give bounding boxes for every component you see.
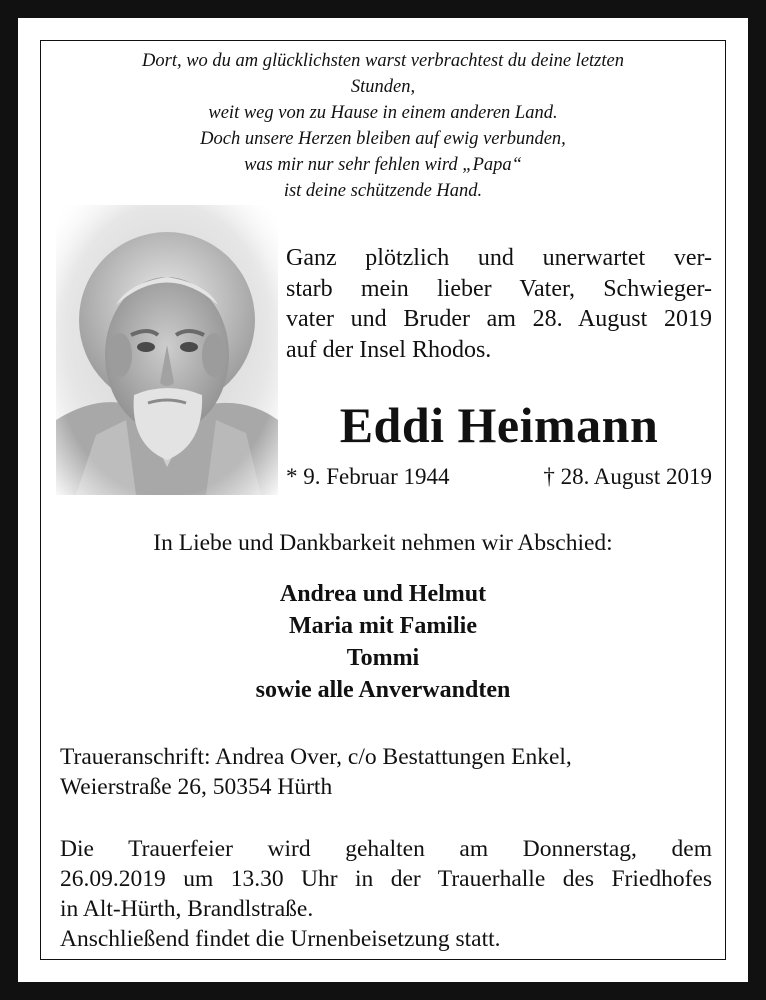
- death-date: † 28. August 2019: [543, 464, 712, 489]
- mourner: Andrea und Helmut: [279, 581, 487, 607]
- mourners-list: [60, 578, 706, 706]
- ceremony-line: in Alt-Hürth, Brandlstraße.: [60, 896, 314, 922]
- poem-line: Dort, wo du am glücklichsten warst verbrachtest du deine letzten: [142, 51, 624, 71]
- ceremony-info: [60, 834, 712, 954]
- poem-line: Stunden,: [350, 77, 416, 97]
- mourner: sowie alle Anverwandten: [255, 677, 511, 703]
- poem-line: weit weg von zu Hause in einem anderen Land.: [208, 103, 558, 123]
- poem-line: was mir nur sehr fehlen wird „Papa“: [244, 155, 522, 175]
- poem-line: ist deine schützende Hand.: [283, 181, 483, 201]
- poem-line: Doch unsere Herzen bleiben auf ewig verbunden,: [200, 129, 566, 149]
- birth-date: * 9. Februar 1944: [286, 464, 450, 489]
- mourner: Maria mit Familie: [289, 613, 477, 639]
- poem: [70, 48, 696, 204]
- intro-line: Ganz plötzlich und unerwartet ver-: [286, 245, 712, 271]
- deceased-name: Eddi Heimann: [339, 397, 659, 453]
- intro-line: auf der Insel Rhodos.: [286, 336, 492, 363]
- ceremony-line: 26.09.2019 um 13.30 Uhr in der Trauerhalle des Friedhofes: [60, 866, 712, 892]
- intro-line: starb mein lieber Vater, Schwieger-: [286, 275, 712, 302]
- address-line: Weierstraße 26, 50354 Hürth: [60, 774, 333, 800]
- mourner: Tommi: [346, 645, 420, 671]
- ceremony-line: Die Trauerfeier wird gehalten am Donnerstag, dem: [60, 836, 712, 862]
- intro-text: [286, 243, 712, 365]
- mourning-address: [60, 742, 710, 802]
- farewell-line: In Liebe und Dankbarkeit nehmen wir Abschied:: [153, 530, 613, 556]
- portrait-photo: [56, 205, 278, 495]
- life-dates: [286, 462, 712, 492]
- address-line: Traueranschrift: Andrea Over, c/o Bestattungen Enkel,: [60, 744, 572, 770]
- intro-line: vater und Bruder am 28. August 2019: [286, 306, 712, 332]
- ceremony-line: Anschließend findet die Urnenbeisetzung statt.: [60, 926, 501, 952]
